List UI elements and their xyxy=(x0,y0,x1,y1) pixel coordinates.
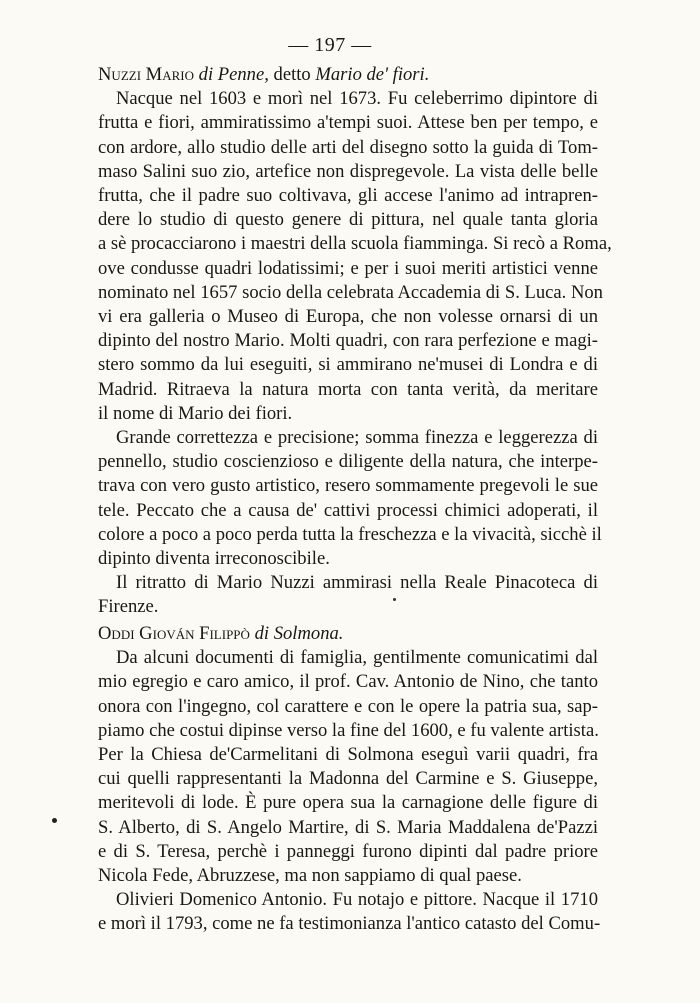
text-line: dere lo studio di questo genere di pittura, nel quale tanta gloria xyxy=(98,209,598,231)
separator-dot xyxy=(393,598,396,601)
entry-place: di Solmona. xyxy=(254,623,344,644)
entry-place: di Penne, xyxy=(198,64,269,85)
page-number: — 197 — xyxy=(288,34,372,56)
text-line: piamo che costui dipinse verso la fine del 1600, e fu valente artista. xyxy=(98,719,599,741)
entry-heading xyxy=(98,622,598,646)
entry-heading xyxy=(98,63,598,87)
text-line: tele. Peccato che a causa de' cattivi processi chimici adoperati, il xyxy=(98,499,598,521)
text-line: trava con vero gusto artistico, resero sommamente pregevoli le sue xyxy=(98,475,598,497)
entry-oddi-giovan-filippo xyxy=(98,622,601,937)
text-line: vi era galleria o Museo di Europa, che non volesse ornarsi di un xyxy=(98,306,598,328)
text-line: a sè procacciarono i maestri della scuola fiamminga. Si recò a Roma, xyxy=(98,233,612,255)
text-line: Madrid. Ritraeva la natura morta con tanta verità, da meritare xyxy=(98,378,598,400)
text-line: e di S. Teresa, perchè i panneggi furono dipinti dal padre priore xyxy=(98,840,598,862)
text-line: dipinto del nostro Mario. Molti quadri, con rara perfezione e magi- xyxy=(98,330,598,352)
entry-olivieri-line: e morì il 1793, come ne fa testimonianza l'antico catasto del Comu- xyxy=(98,913,601,935)
entry-name: Nuzzi Mario xyxy=(98,64,194,85)
text-line: S. Alberto, di S. Angelo Martire, di S. Maria Maddalena de'Pazzi xyxy=(98,816,598,838)
text-line: meritevoli di lode. È pure opera sua la carnagione delle figure di xyxy=(98,792,598,814)
text-line: Da alcuni documenti di famiglia, gentilmente comunicatimi dal xyxy=(116,647,598,669)
entry-name: Oddi Giován Filippò xyxy=(98,623,250,644)
text-line: cui quelli rappresentanti la Madonna del Carmine e S. Giuseppe, xyxy=(98,768,598,790)
text-line: Nicola Fede, Abruzzese, ma non sappiamo di qual paese. xyxy=(98,865,522,887)
text-line: Per la Chiesa de'Carmelitani di Solmona eseguì varii quadri, fra xyxy=(98,744,598,766)
text-line: colore a poco a poco perda tutta la freschezza e la vivacità, sicchè il xyxy=(98,523,602,545)
text-line: pennello, studio coscienzioso e diligente della natura, che interpe- xyxy=(98,451,598,473)
text-line: Grande correttezza e precisione; somma finezza e leggerezza di xyxy=(116,427,598,449)
text-line: Il ritratto di Mario Nuzzi ammirasi nella Reale Pinacoteca di xyxy=(116,572,598,594)
text-line: stero sommo da lui eseguiti, si ammirano ne'musei di Londra e di xyxy=(98,354,598,376)
margin-mark xyxy=(52,818,57,823)
text-line: mio egregio e caro amico, il prof. Cav. Antonio de Nino, che tanto xyxy=(98,671,598,693)
text-line: frutta e fiori, ammiratissimo a'tempi suoi. Attese ben per tempo, e xyxy=(98,112,598,134)
text-line: Firenze. xyxy=(98,596,159,618)
text-line: ove condusse quadri lodatissimi; e per i suoi meriti artistici venne xyxy=(98,257,598,279)
text-line: dipinto diventa irreconoscibile. xyxy=(98,548,330,570)
text-line: il nome di Mario dei fiori. xyxy=(98,402,293,424)
text-line: onora con l'ingegno, col carattere e con le opere la patria sua, sap- xyxy=(98,695,598,717)
text-line: con ardore, allo studio delle arti del disegno sotto la guida di Tom- xyxy=(98,136,598,158)
text-line: frutta, che il padre suo coltivava, gli accese l'animo ad intrapren- xyxy=(98,185,598,207)
entry-olivieri-line: Olivieri Domenico Antonio. Fu notajo e pittore. Nacque il 1710 xyxy=(116,889,598,911)
entry-heading-word: detto xyxy=(273,64,311,85)
text-line: maso Salini suo zio, artefice non dispregevole. La vista delle belle xyxy=(98,160,598,182)
entry-nuzzi-mario xyxy=(98,63,612,620)
text-line: nominato nel 1657 socio della celebrata Accademia di S. Luca. Non xyxy=(98,281,603,303)
entry-alias: Mario de' fiori. xyxy=(315,64,430,85)
text-line: Nacque nel 1603 e morì nel 1673. Fu celeberrimo dipintore di xyxy=(116,88,598,110)
